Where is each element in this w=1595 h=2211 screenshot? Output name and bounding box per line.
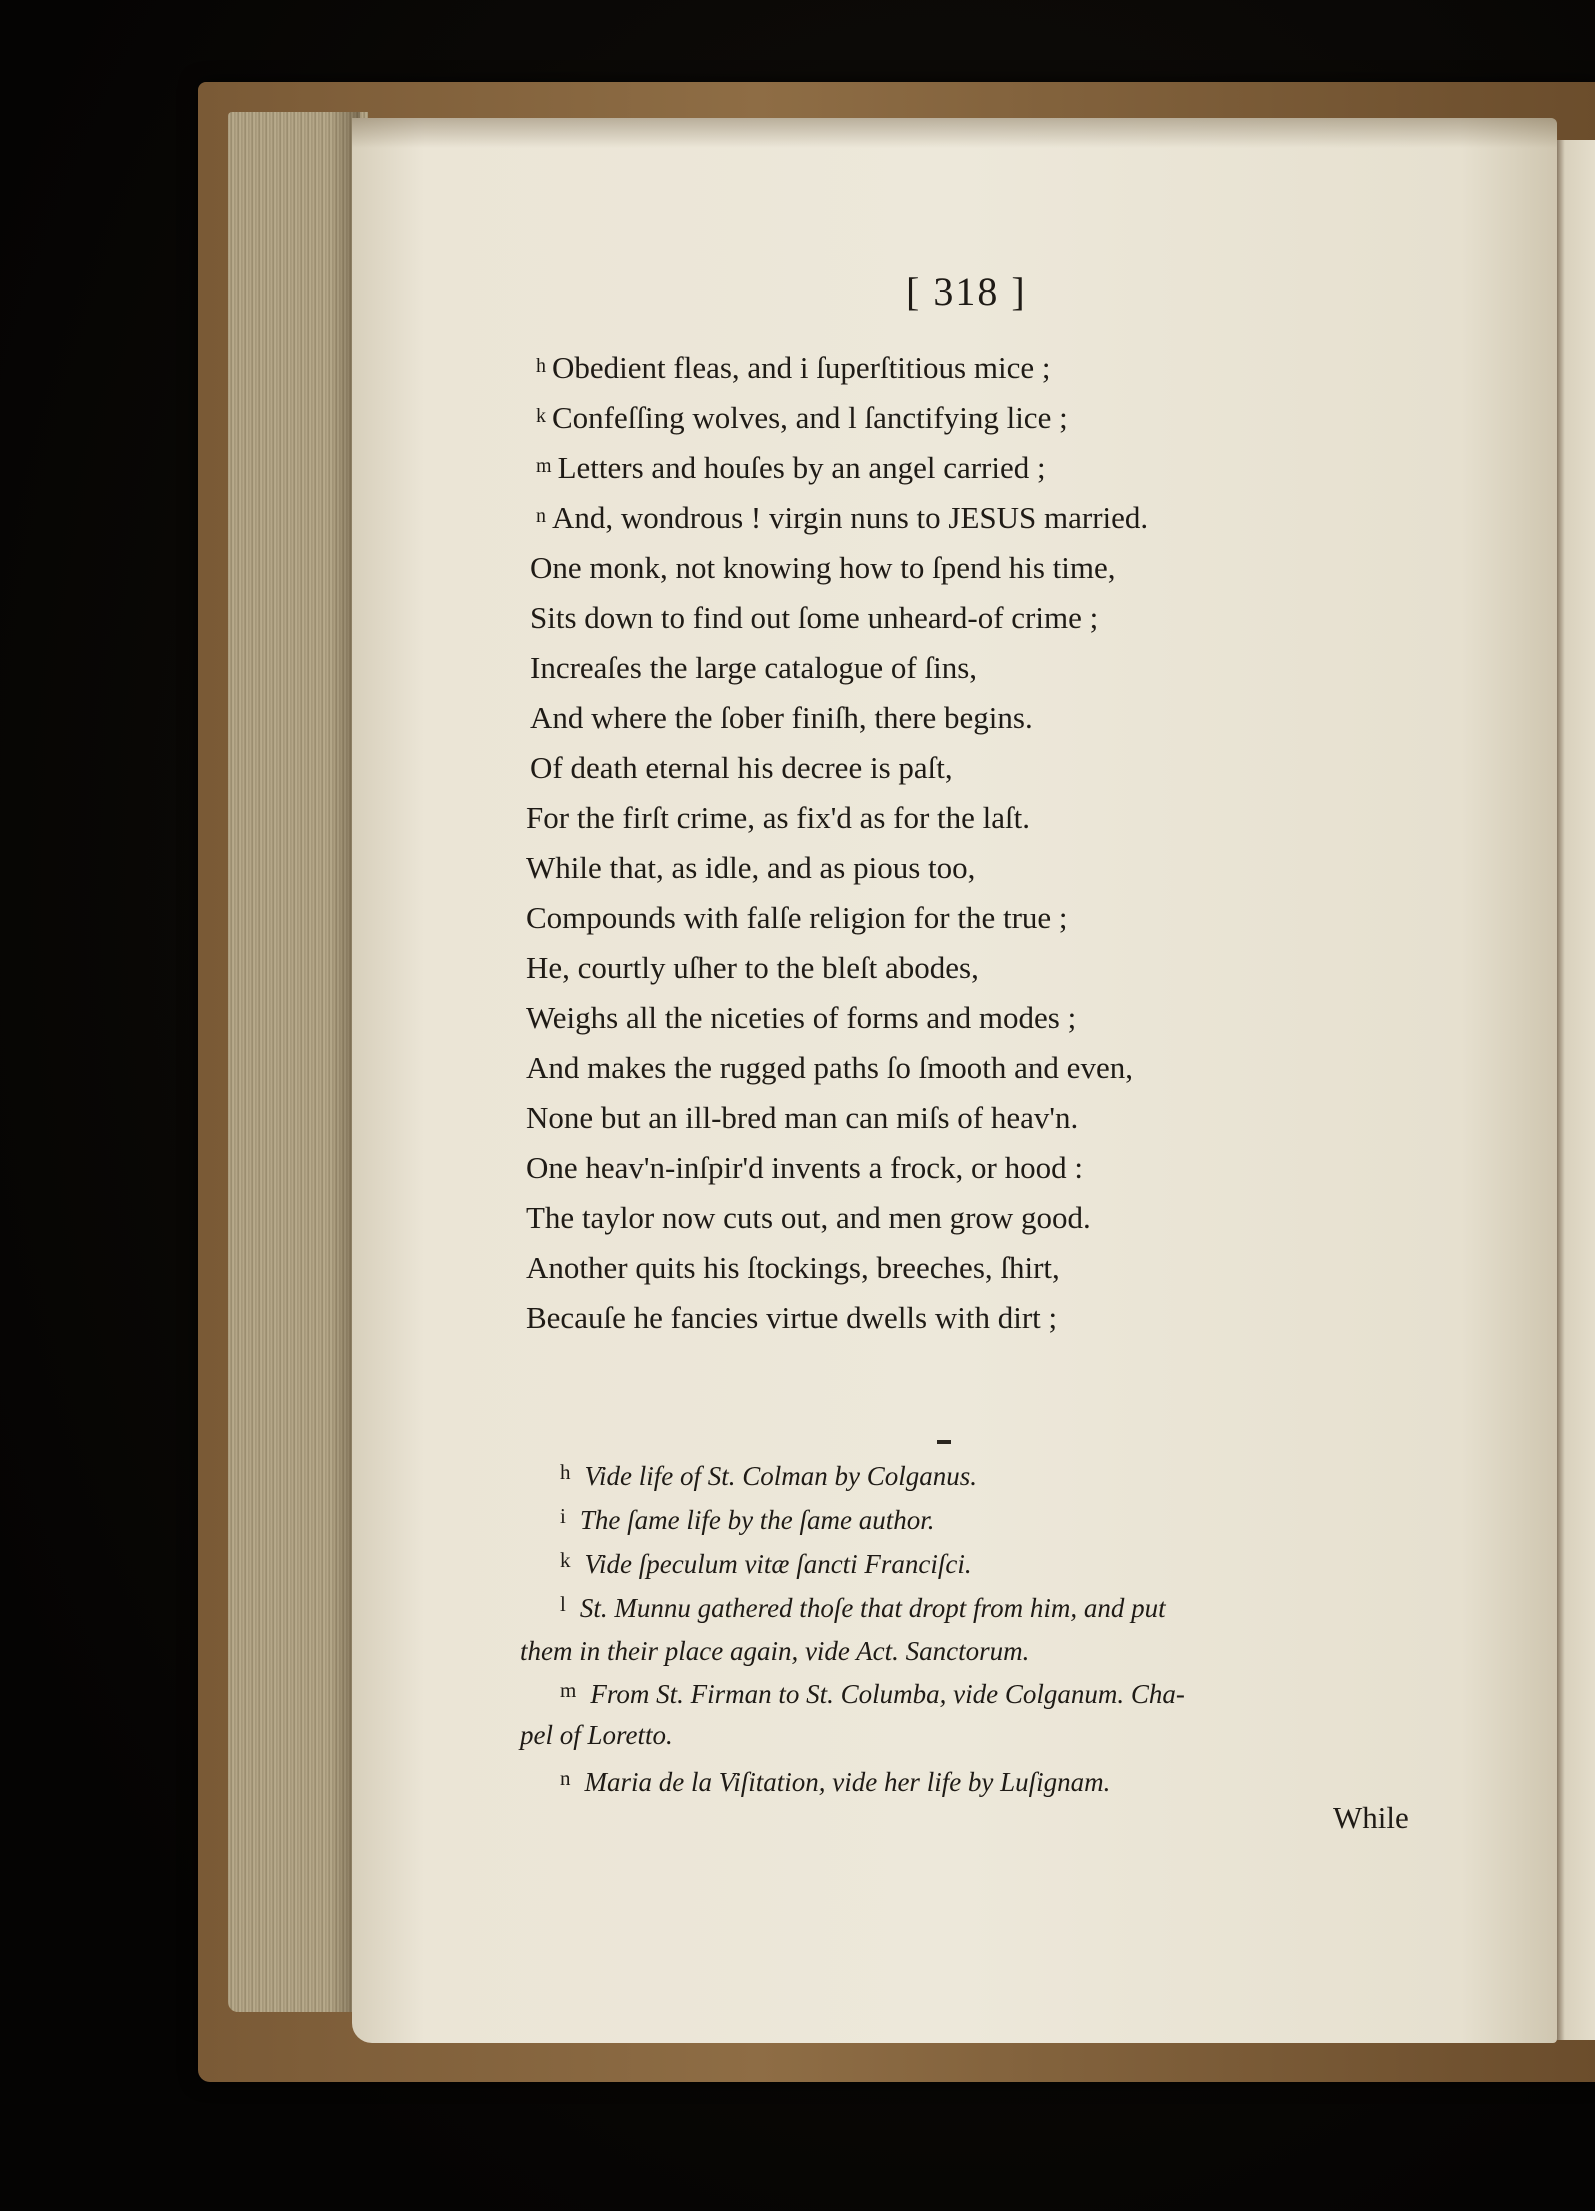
footnote-text: Vide ſpeculum vitæ ſancti Franciſci. (584, 1549, 972, 1579)
verse-text: One monk, not knowing how to ſpend his time, (530, 550, 1116, 585)
footnote-reference-mark: l (560, 1592, 566, 1616)
verse-line (526, 1102, 1078, 1133)
verse-reference-mark: k (536, 405, 546, 427)
footnote-line (520, 1722, 673, 1749)
verse-reference-mark: h (536, 355, 546, 377)
verse-line (536, 352, 1050, 383)
verse-reference-mark: m (536, 455, 552, 477)
verse-text: Weighs all the niceties of forms and modes ; (526, 1000, 1077, 1035)
verse-text: Obedient fleas, and i ſuperſtitious mice ; (552, 350, 1051, 385)
footnote-reference-mark: m (560, 1678, 577, 1702)
verse-line (526, 1052, 1133, 1083)
footnote-text: Vide life of St. Colman by Colganus. (584, 1461, 977, 1491)
verse-text: While that, as idle, and as pious too, (526, 850, 976, 885)
page-top-shadow (352, 118, 1557, 148)
catchword: While (1333, 1800, 1409, 1835)
verse-text: Compounds with falſe religion for the true ; (526, 900, 1068, 935)
verse-text: Sits down to find out ſome unheard-of crime ; (530, 600, 1099, 635)
verse-line (530, 752, 953, 783)
verse-text: Becauſe he fancies virtue dwells with dirt ; (526, 1300, 1058, 1335)
verse-text: Another quits his ſtockings, breeches, ſhirt, (526, 1250, 1060, 1285)
footnote-text: St. Munnu gathered thoſe that dropt from him, and put (579, 1593, 1166, 1623)
verse-text: He, courtly uſher to the bleſt abodes, (526, 950, 979, 985)
verse-text: For the firſt crime, as fix'd as for the laſt. (526, 800, 1031, 835)
verse-line (536, 502, 1148, 533)
footnote-line (560, 1768, 1110, 1796)
verse-line (530, 552, 1116, 583)
footnote-divider (937, 1440, 951, 1444)
verse-line (536, 452, 1046, 483)
verse-text: Letters and houſes by an angel carried ; (557, 450, 1046, 485)
verse-line (526, 902, 1068, 933)
footnote-line (520, 1638, 1029, 1665)
verse-text: Of death eternal his decree is paſt, (530, 750, 953, 785)
verse-line (526, 802, 1030, 833)
verse-text: And makes the rugged paths ſo ſmooth and even, (526, 1050, 1133, 1085)
footnote-line (560, 1594, 1166, 1622)
verse-reference-mark: n (536, 505, 546, 527)
verse-text: The taylor now cuts out, and men grow good. (526, 1200, 1091, 1235)
page-number: [ 318 ] (906, 269, 1027, 314)
facing-page-edge (1552, 140, 1595, 2040)
footnote-line (560, 1506, 935, 1534)
verse-text: And, wondrous ! virgin nuns to JESUS married. (552, 500, 1149, 535)
verse-line (526, 1302, 1057, 1333)
verse-text: One heav'n-inſpir'd invents a frock, or hood : (526, 1150, 1083, 1185)
footnote-reference-mark: k (560, 1548, 571, 1572)
verse-line (526, 1202, 1091, 1233)
verse-line (530, 702, 1033, 733)
footnote-text: them in their place again, vide Act. Sanctorum. (520, 1636, 1030, 1666)
footnote-reference-mark: h (560, 1460, 571, 1484)
verse-text: Increaſes the large catalogue of ſins, (530, 650, 978, 685)
verse-line (530, 652, 977, 683)
footnote-line (560, 1680, 1185, 1708)
verse-line (526, 1252, 1060, 1283)
footnote-text: The ſame life by the ſame author. (579, 1505, 935, 1535)
footnote-line (560, 1462, 977, 1490)
verse-line (526, 952, 979, 983)
footnote-line (560, 1550, 972, 1578)
footnote-text: pel of Loretto. (520, 1720, 673, 1750)
verse-line (526, 852, 975, 883)
verse-line (530, 602, 1098, 633)
footnote-text: From St. Firman to St. Columba, vide Colganum. Cha- (590, 1679, 1185, 1709)
footnote-reference-mark: i (560, 1504, 566, 1528)
footnote-text: Maria de la Viſitation, vide her life by Luſignam. (584, 1767, 1111, 1797)
verse-text: None but an ill-bred man can miſs of heav'n. (526, 1100, 1079, 1135)
verse-text: And where the ſober finiſh, there begins. (530, 700, 1033, 735)
verse-line (526, 1152, 1083, 1183)
verse-text: Confeſſing wolves, and l ſanctifying lice ; (552, 400, 1068, 435)
verse-line (536, 402, 1068, 433)
footnote-reference-mark: n (560, 1766, 571, 1790)
verse-line (526, 1002, 1076, 1033)
